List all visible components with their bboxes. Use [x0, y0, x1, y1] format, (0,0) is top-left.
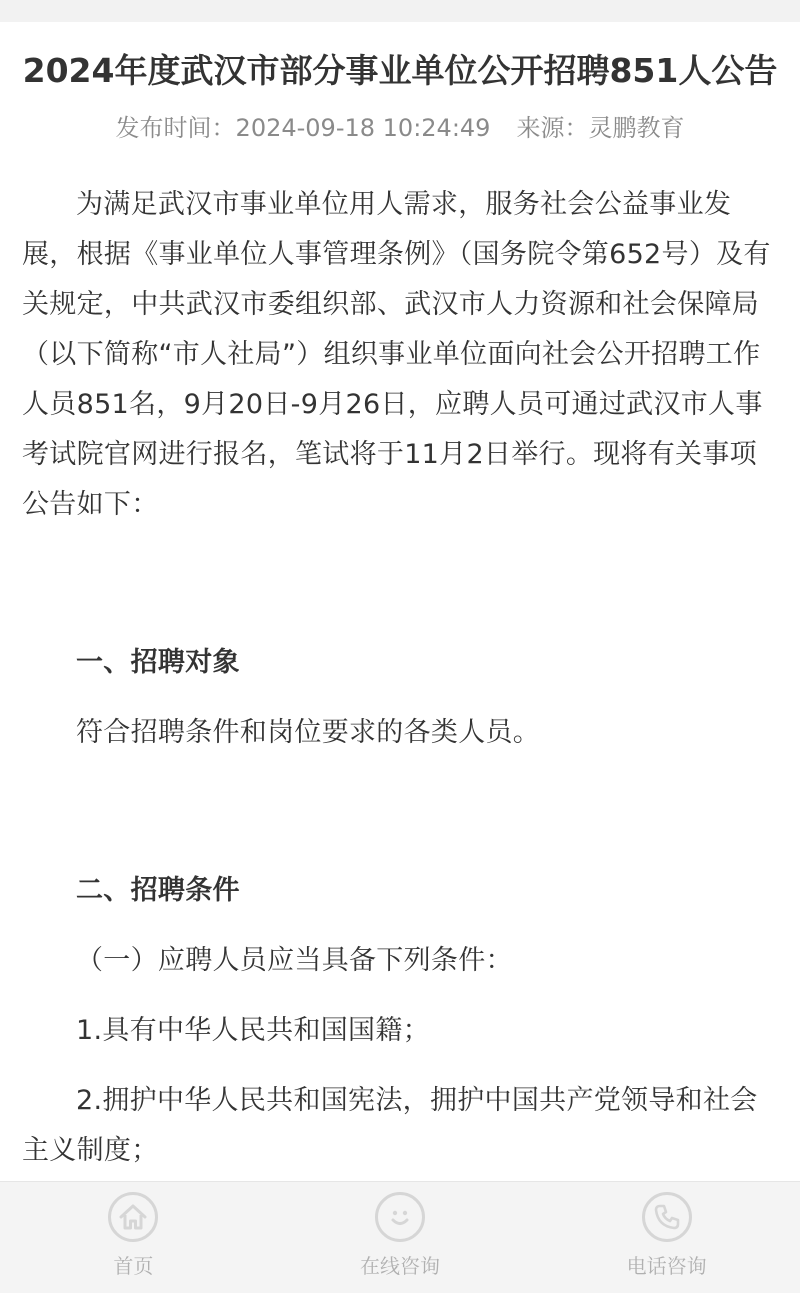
paragraph-spacer — [22, 530, 776, 638]
article-body — [0, 180, 800, 1176]
section-heading-recruit-target: 一、招聘对象 — [76, 647, 240, 678]
tab-online-consult[interactable] — [267, 1182, 534, 1293]
published-label: 发布时间： — [115, 114, 236, 142]
section-text-recruit-target: 符合招聘条件和岗位要求的各类人员。 — [76, 717, 541, 748]
home-icon — [108, 1192, 158, 1242]
article-meta — [0, 110, 800, 146]
bottom-nav — [0, 1181, 800, 1293]
tab-phone-consult-label: 电话咨询 — [626, 1254, 707, 1278]
paragraph-spacer — [22, 986, 776, 1006]
paragraph-spacer — [22, 688, 776, 708]
tab-home[interactable] — [0, 1182, 267, 1293]
condition-item-1: 1.具有中华人民共和国国籍； — [76, 1015, 430, 1046]
subsection-heading: （一）应聘人员应当具备下列条件： — [76, 945, 513, 976]
tab-home-label: 首页 — [113, 1254, 154, 1278]
published-time: 2024-09-18 10:24:49 — [235, 114, 491, 142]
article — [0, 22, 800, 1182]
intro-paragraph: 为满足武汉市事业单位用人需求，服务社会公益事业发展，根据《事业单位人事管理条例》（国务院令第652号）及有关规定，中共武汉市委组织部、武汉市人力资源和社会保障局（以下简称“市人社局”）组织事业单位面向社会公开招聘工作人员851名，9月20日-9月26日，应聘人员可通过武汉市人事考试院官网进行报名，笔试将于11月2日举行。现将有关事项公告如下： — [22, 189, 771, 520]
top-strip — [0, 0, 800, 22]
smile-chat-icon — [375, 1192, 425, 1242]
tab-phone-consult[interactable] — [533, 1182, 800, 1293]
tab-online-consult-label: 在线咨询 — [360, 1254, 440, 1278]
paragraph-spacer — [22, 916, 776, 936]
condition-item-2: 2.拥护中华人民共和国宪法，拥护中国共产党领导和社会主义制度； — [22, 1085, 758, 1166]
section-heading-recruit-conditions: 二、招聘条件 — [76, 875, 240, 906]
source-label: 来源： — [516, 114, 589, 142]
article-title: 2024年度武汉市部分事业单位公开招聘851人公告 — [22, 51, 778, 90]
paragraph-spacer — [22, 1056, 776, 1076]
paragraph-spacer — [22, 758, 776, 866]
phone-icon — [642, 1192, 692, 1242]
source-name: 灵鹏教育 — [588, 114, 685, 142]
